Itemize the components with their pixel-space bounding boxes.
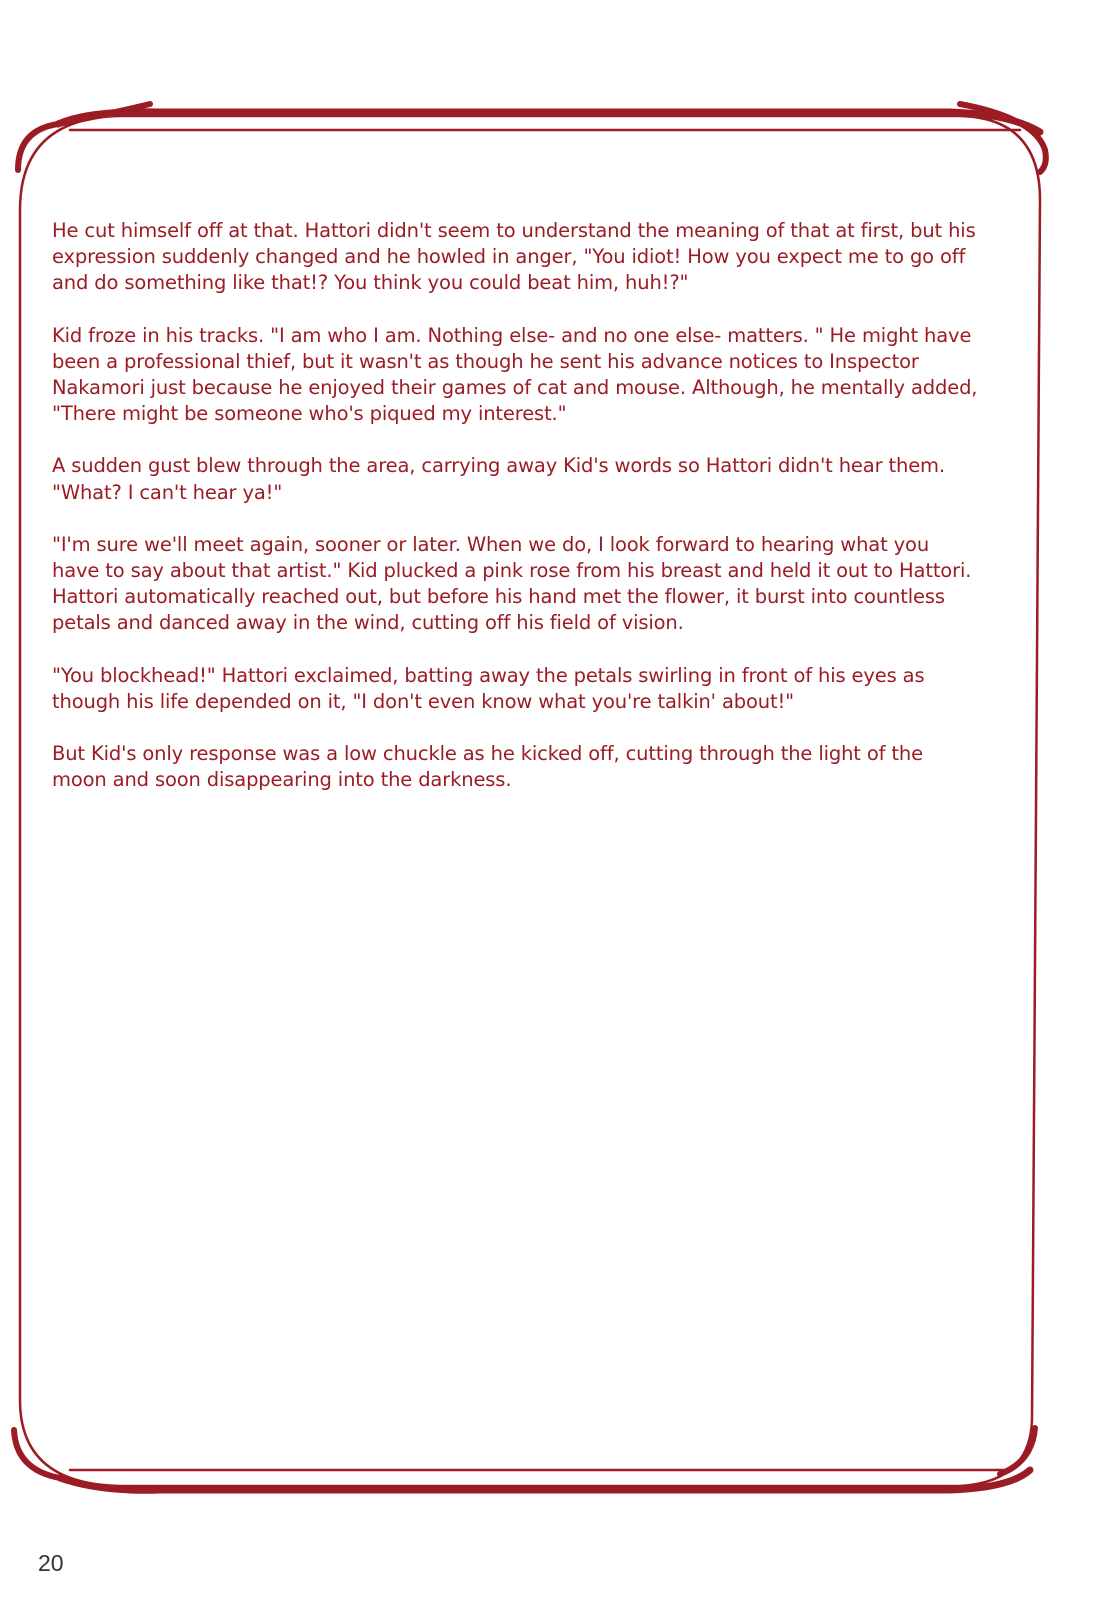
page-number: 20 [38, 1550, 64, 1576]
paragraph: "I'm sure we'll meet again, sooner or later. When we do, I look forward to hearing what you have to say about that artist." Kid plucked a pink rose from his breast and held it out to Hattori. Hattori automatically reached out, but before his hand met the flower, it burst into countless petals and danced away in the wind, cutting off his field of vision. [52, 532, 972, 635]
paragraph: "You blockhead!" Hattori exclaimed, batting away the petals swirling in front of his eyes as though his life depended on it, "I don't even know what you're talkin' about!" [52, 663, 925, 713]
story-text [52, 218, 982, 819]
paragraph: He cut himself off at that. Hattori didn't seem to understand the meaning of that at first, but his expression suddenly changed and he howled in anger, "You idiot! How you expect me to go off and do something like that!? You think you could beat him, huh!?" [52, 219, 976, 295]
frame-bottom-band [60, 1470, 1030, 1490]
paragraph: But Kid's only response was a low chuckle as he kicked off, cutting through the light of the moon and soon disappearing into the darkness. [52, 742, 923, 792]
paragraph: A sudden gust blew through the area, carrying away Kid's words so Hattori didn't hear them. "What? I can't hear ya!" [52, 454, 945, 504]
paragraph: Kid froze in his tracks. "I am who I am. Nothing else- and no one else- matters. " He might have been a professional thief, but it wasn't as though he sent his advance notices to Inspector Nakamori just because he enjoyed their games of cat and mouse. Although, he mentally added, "There might be someone who's piqued my interest." [52, 323, 978, 426]
